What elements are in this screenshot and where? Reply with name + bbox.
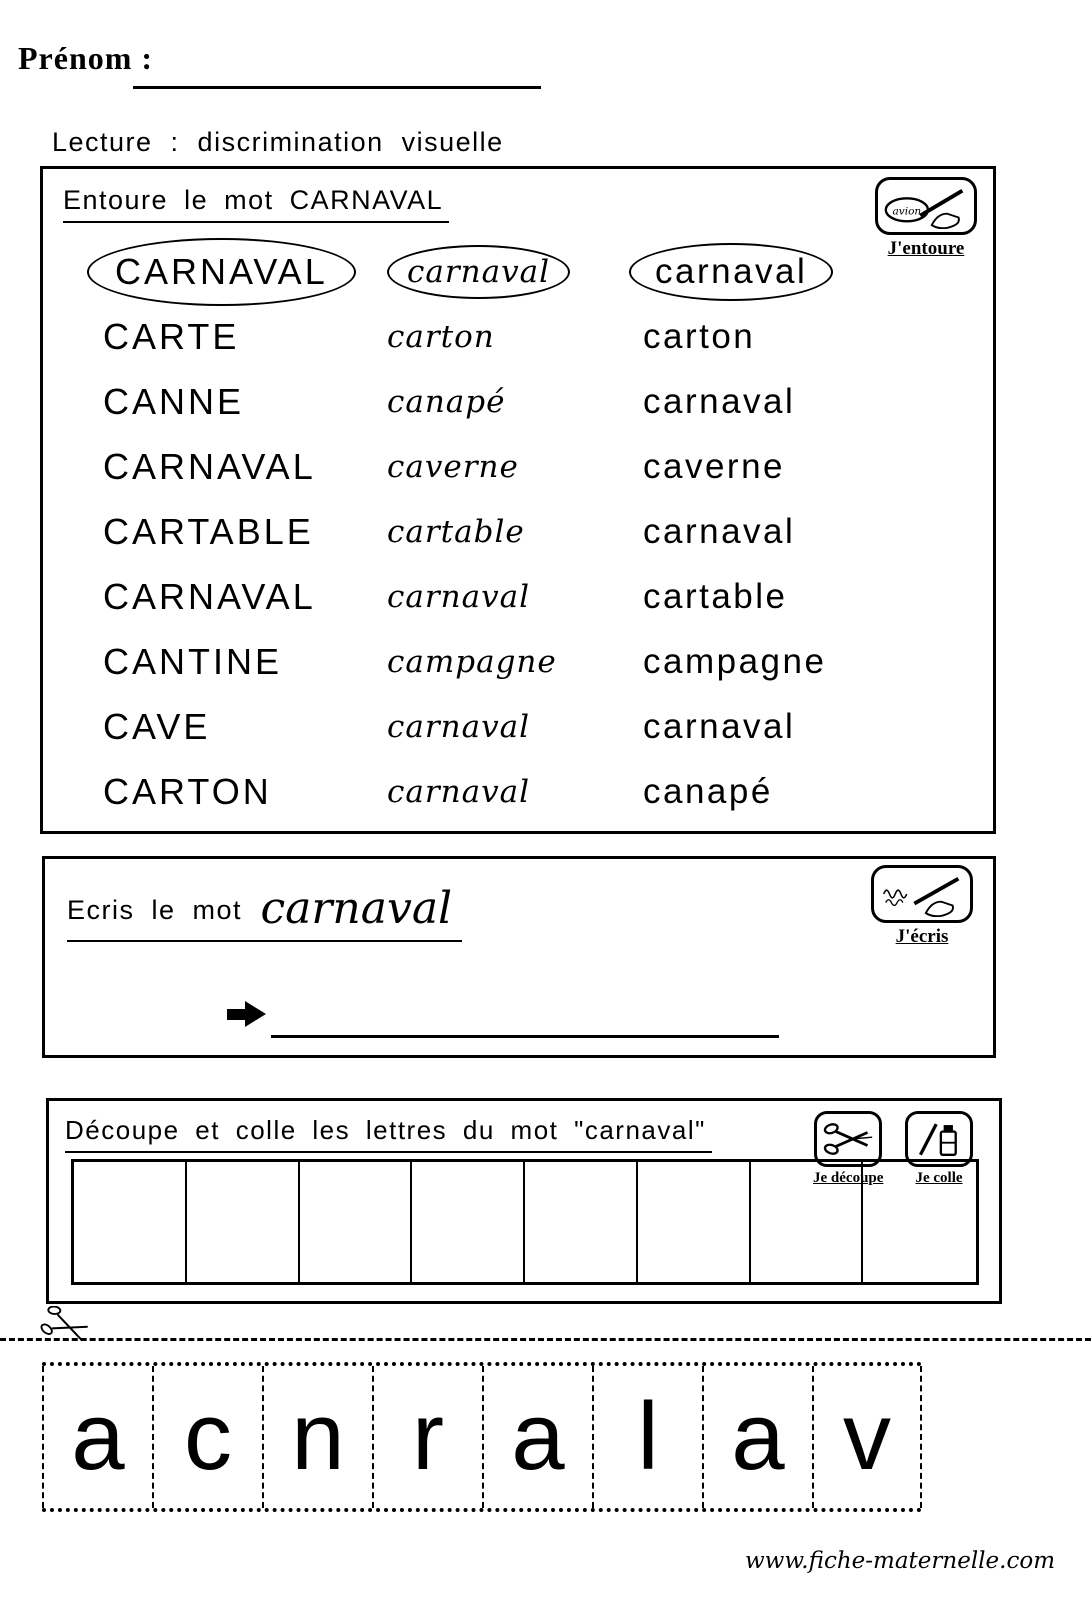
colle-icon-label: Je colle <box>915 1170 963 1186</box>
ecris-title <box>67 883 462 942</box>
answer-ellipse: carnaval <box>387 245 570 299</box>
word-uppercase: CANNE <box>103 380 245 422</box>
word-print: carnaval <box>643 706 796 746</box>
website-credit: www.fiche-maternelle.com <box>744 1548 1055 1574</box>
word-cursive: campagne <box>387 643 557 680</box>
paste-cell <box>74 1162 187 1282</box>
letter-tile: l <box>592 1366 702 1508</box>
word-cursive: carnaval <box>387 773 531 810</box>
glue-bottle-glyph <box>913 1120 965 1158</box>
paste-cell <box>300 1162 413 1282</box>
word-print: carnaval <box>643 381 796 421</box>
word-print: campagne <box>643 641 827 681</box>
word-cursive: canapé <box>387 383 506 420</box>
paste-cell <box>412 1162 525 1282</box>
word-print: cartable <box>643 576 788 616</box>
decoupe-icon-label: Je découpe <box>813 1170 884 1186</box>
word-uppercase: CARTE <box>103 315 240 357</box>
decoupe-title: Découpe et colle les lettres du mot "carnaval" <box>65 1115 712 1153</box>
word-uppercase: CARNAVAL <box>103 575 316 617</box>
letter-tile: a <box>702 1366 812 1508</box>
word-print: canapé <box>643 771 773 811</box>
cutline-scissors-icon <box>40 1306 92 1351</box>
hand-circling-word-icon <box>882 183 970 229</box>
paste-cell <box>525 1162 638 1282</box>
word-print: carton <box>643 316 756 356</box>
answer-ellipse: carnaval <box>629 243 833 301</box>
letter-tile: v <box>812 1366 922 1508</box>
word-grid <box>67 239 985 824</box>
word-print: caverne <box>643 446 786 486</box>
word-uppercase: CARTON <box>103 770 272 812</box>
word-uppercase: CARTABLE <box>103 510 314 552</box>
word-print <box>637 243 985 301</box>
entoure-title: Entoure le mot CARNAVAL <box>63 185 449 223</box>
paste-cell <box>638 1162 751 1282</box>
word-cursive: cartable <box>387 513 525 550</box>
letter-tile: r <box>372 1366 482 1508</box>
paste-cell <box>751 1162 864 1282</box>
section-ecris <box>42 856 996 1058</box>
arrow-icon <box>227 1001 266 1027</box>
word-cursive: carnaval <box>387 578 531 615</box>
word-print: carnaval <box>643 511 796 551</box>
word-uppercase: CARNAVAL <box>103 445 316 487</box>
letter-tile: a <box>482 1366 592 1508</box>
ecris-title-prefix: Ecris le mot <box>67 895 243 925</box>
paste-letter-grid <box>71 1159 979 1285</box>
entoure-icon-label: J'entoure <box>887 238 965 259</box>
answer-ellipse: CARNAVAL <box>87 238 356 306</box>
section-decoupe-colle <box>46 1098 1002 1304</box>
ecris-title-word: carnaval <box>260 883 453 934</box>
letter-tile: c <box>152 1366 262 1508</box>
ecris-icon-label: J'écris <box>895 926 949 947</box>
answer-write-line <box>271 1007 779 1038</box>
word-cursive: carnaval <box>387 708 531 745</box>
word-uppercase: CAVE <box>103 705 211 747</box>
word-cursive: carton <box>387 318 495 355</box>
paste-cell <box>863 1162 976 1282</box>
paste-cell <box>187 1162 300 1282</box>
prenom-write-line <box>133 54 541 89</box>
word-uppercase <box>67 238 387 306</box>
cut-dashed-line <box>0 1338 1091 1341</box>
prenom-label: Prénom : <box>18 40 154 76</box>
write-word-icon <box>871 865 973 923</box>
letter-tile: n <box>262 1366 372 1508</box>
word-uppercase: CANTINE <box>103 640 283 682</box>
word-cursive: caverne <box>387 448 519 485</box>
circle-word-icon <box>875 177 977 235</box>
scissors-glyph <box>822 1120 874 1158</box>
letter-tile: a <box>42 1366 152 1508</box>
word-cursive <box>387 245 637 299</box>
ecris-task-icon <box>871 865 973 948</box>
page-title: Lecture : discrimination visuelle <box>52 127 504 157</box>
icon-scribble-word: avion <box>892 205 922 218</box>
hand-writing-icon <box>878 871 966 917</box>
section-entoure <box>40 166 996 834</box>
letter-tiles-row <box>42 1362 922 1512</box>
